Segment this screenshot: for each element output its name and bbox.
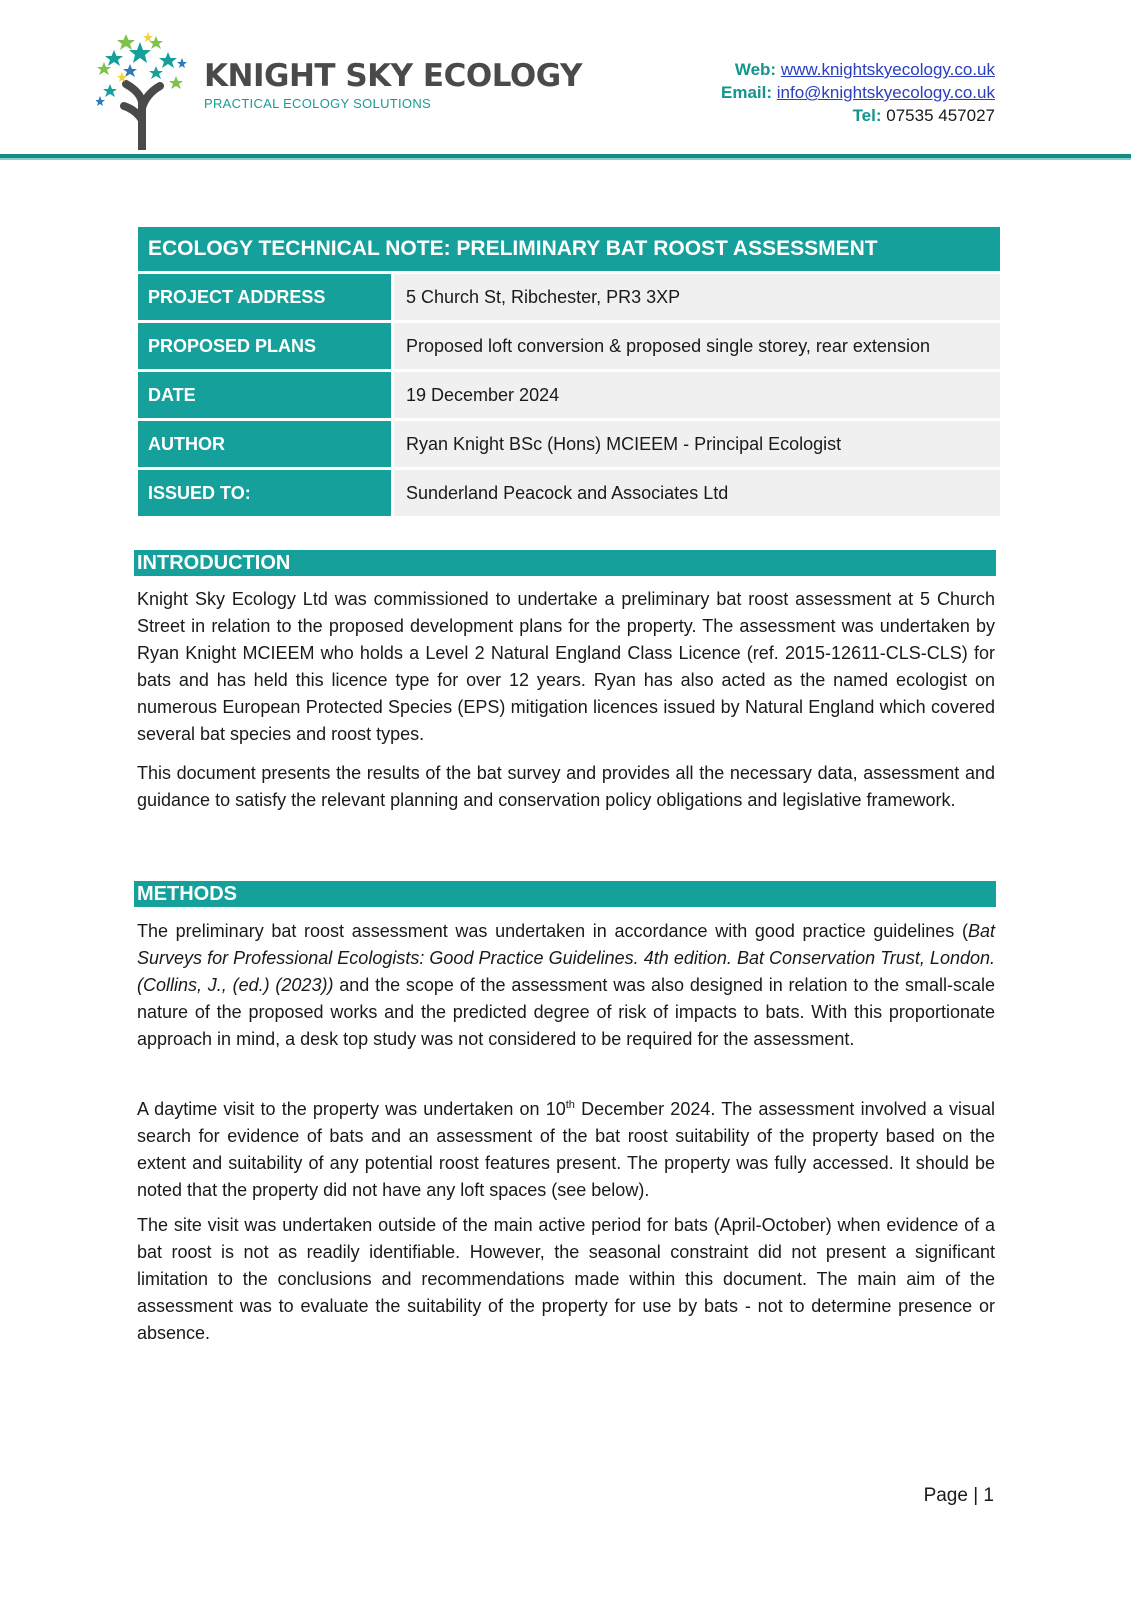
page-number: Page | 1 (923, 1485, 994, 1506)
brand-tagline: PRACTICAL ECOLOGY SOLUTIONS (204, 96, 431, 111)
document-title: ECOLOGY TECHNICAL NOTE: PRELIMINARY BAT ROOST ASSESSMENT (138, 227, 1000, 271)
introduction-heading: INTRODUCTION (134, 550, 996, 576)
methods-heading: METHODS (134, 881, 996, 907)
summary-row-value: Sunderland Peacock and Associates Ltd (394, 470, 1000, 516)
summary-row (138, 470, 1000, 516)
summary-row (138, 421, 1000, 467)
methods-paragraph-2 (137, 1092, 995, 1204)
summary-row-label: AUTHOR (138, 421, 394, 467)
page-header (0, 0, 1131, 162)
summary-row (138, 372, 1000, 418)
contact-details (721, 58, 995, 127)
contact-email (721, 81, 995, 104)
methods-p2-text: A daytime visit to the property was undertaken on 10 (137, 1099, 566, 1119)
ordinal-suffix: th (565, 1099, 575, 1111)
summary-table (138, 224, 1000, 519)
summary-row-value: Ryan Knight BSc (Hons) MCIEEM - Principal Ecologist (394, 421, 1000, 467)
methods-p1-text-cont: and the scope of the assessment was also designed in relation to the small-scale nature of the proposed works and the predicted degree of risk of impacts to bats. With this proportionate approach in mind, a desk top study was not considered to be required for the assessment. (137, 975, 995, 1049)
tel-label: Tel: (852, 106, 882, 125)
methods-paragraph-3: The site visit was undertaken outside of the main active period for bats (April-October) when evidence of a bat roost is not as readily identifiable. However, the seasonal constraint did not present a significant limitation to the conclusions and recommendations made within this document. The main aim of the assessment was to evaluate the suitability of the property for use by bats - not to determine presence or absence. (137, 1215, 995, 1343)
summary-row-label: DATE (138, 372, 394, 418)
summary-row-label: PROJECT ADDRESS (138, 274, 394, 320)
brand-name: KNIGHT SKY ECOLOGY (204, 58, 582, 94)
web-link[interactable]: www.knightskyecology.co.uk (780, 60, 995, 79)
summary-row (138, 323, 1000, 369)
methods-p1-citation: Bat Surveys for Professional Ecologists: Good Practice Guidelines. 4th edition. Bat Conservation Trust, London. (Collins, J., (ed.) (2023)) (137, 921, 995, 995)
email-link[interactable]: info@knightskyecology.co.uk (776, 83, 995, 102)
introduction-paragraph-2: This document presents the results of the bat survey and provides all the necessary data, assessment and guidance to satisfy the relevant planning and conservation policy obligations and legislative framework. (137, 763, 995, 810)
email-label: Email: (721, 83, 773, 102)
summary-row-label: ISSUED TO: (138, 470, 394, 516)
tree-of-stars-icon (96, 32, 188, 150)
summary-row-value: 19 December 2024 (394, 372, 1000, 418)
web-label: Web: (734, 60, 777, 79)
summary-row (138, 274, 1000, 320)
tel-value: 07535 457027 (886, 106, 995, 125)
introduction-paragraph-1: Knight Sky Ecology Ltd was commissioned to undertake a preliminary bat roost assessment at 5 Church Street in relation to the proposed development plans for the property. The assessment was undertaken by Ryan Knight MCIEEM who holds a Level 2 Natural England Class Licence (ref. 2015-12611-CLS-CLS) for bats and has held this licence type for over 12 years. Ryan has also acted as the named ecologist on numerous European Protected Species (EPS) mitigation licences issued by Natural England which covered several bat species and roost types. (137, 589, 995, 744)
summary-row-label: PROPOSED PLANS (138, 323, 394, 369)
summary-title-row (138, 227, 1000, 271)
contact-web (721, 58, 995, 81)
methods-p1-text: The preliminary bat roost assessment was undertaken in accordance with good practice guidelines ( (137, 921, 968, 941)
summary-row-value: Proposed loft conversion & proposed single storey, rear extension (394, 323, 1000, 369)
brand-block (204, 58, 582, 111)
summary-row-value: 5 Church St, Ribchester, PR3 3XP (394, 274, 1000, 320)
contact-tel (721, 104, 995, 127)
header-divider-accent (0, 158, 1131, 160)
methods-paragraph-1 (137, 918, 995, 1053)
methods-p2-text-cont: December 2024. The assessment involved a visual search for evidence of bats and an assessment of the bat roost suitability of the property based on the extent and suitability of any potential roost features present. The property was fully accessed. It should be noted that the property did not have any loft spaces (see below). (137, 1099, 995, 1200)
